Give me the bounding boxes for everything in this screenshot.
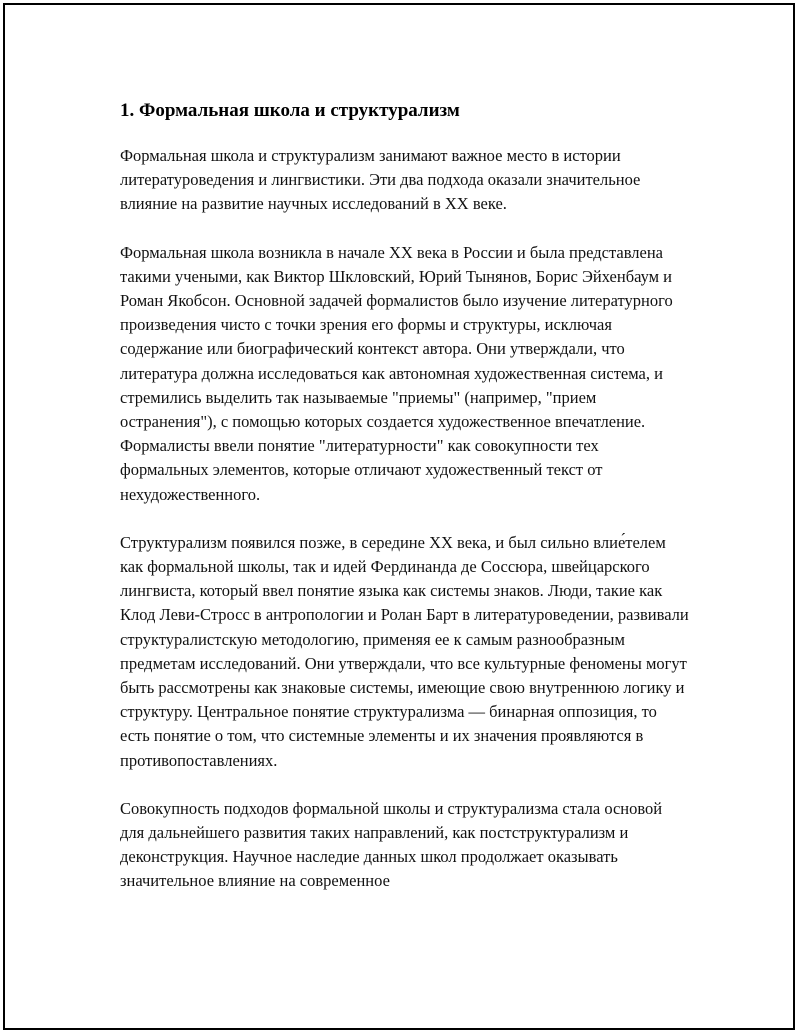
document-body [120, 97, 690, 918]
paragraph-legacy: Совокупность подходов формальной школы и структурализма стала основой для дальнейшего развития таких направлений, как постструктурализм и деконструкция. Научное наследие данных школ продолжает оказывать значительное влияние на современное [120, 798, 663, 891]
paragraph-intro: Формальная школа и структурализм занимают важное место в истории литературоведения и лингвистики. Эти два подхода оказали значительное влияние на развитие научных исследований в XX веке. [120, 146, 641, 214]
section-heading: 1. Формальная школа и структурализм [120, 100, 460, 121]
paragraph-structuralism: Структурализм появился позже, в середине XX века, и был сильно влие́телем как формальной школы, так и идей Фердинанда де Соссюра, швейцарского лингвиста, который ввел понятие языка как системы знаков. Люди, такие как Клод Леви-Стросс в антропологии и Ролан Барт в литературоведении, развивали структуралистскую методологию, применяя ее к самым разнообразным предметам исследований. Они утверждали, что все культурные феномены могут быть рассмотрены как знаковые системы, имеющие свою внутреннюю логику и структуру. Центральное понятие структурализма — бинарная оппозиция, то есть понятие о том, что системные элементы и их значения проявляются в противопоставлениях. [120, 532, 689, 770]
paragraph-formal-school: Формальная школа возникла в начале XX века в России и была представлена такими учеными, как Виктор Шкловский, Юрий Тынянов, Борис Эйхенбаум и Роман Якобсон. Основной задачей формалистов было изучение литературного произведения чисто с точки зрения его формы и структуры, исключая содержание или биографический контекст автора. Они утверждали, что литература должна исследоваться как автономная художественная система, и стремились выделить так называемые "приемы" (например, "прием остранения"), с помощью которых создается художественное впечатление. Формалисты ввели понятие "литературности" как совокупности тех формальных элементов, которые отличают художественный текст от нехудожественного. [120, 242, 673, 504]
document-page [3, 3, 795, 1030]
